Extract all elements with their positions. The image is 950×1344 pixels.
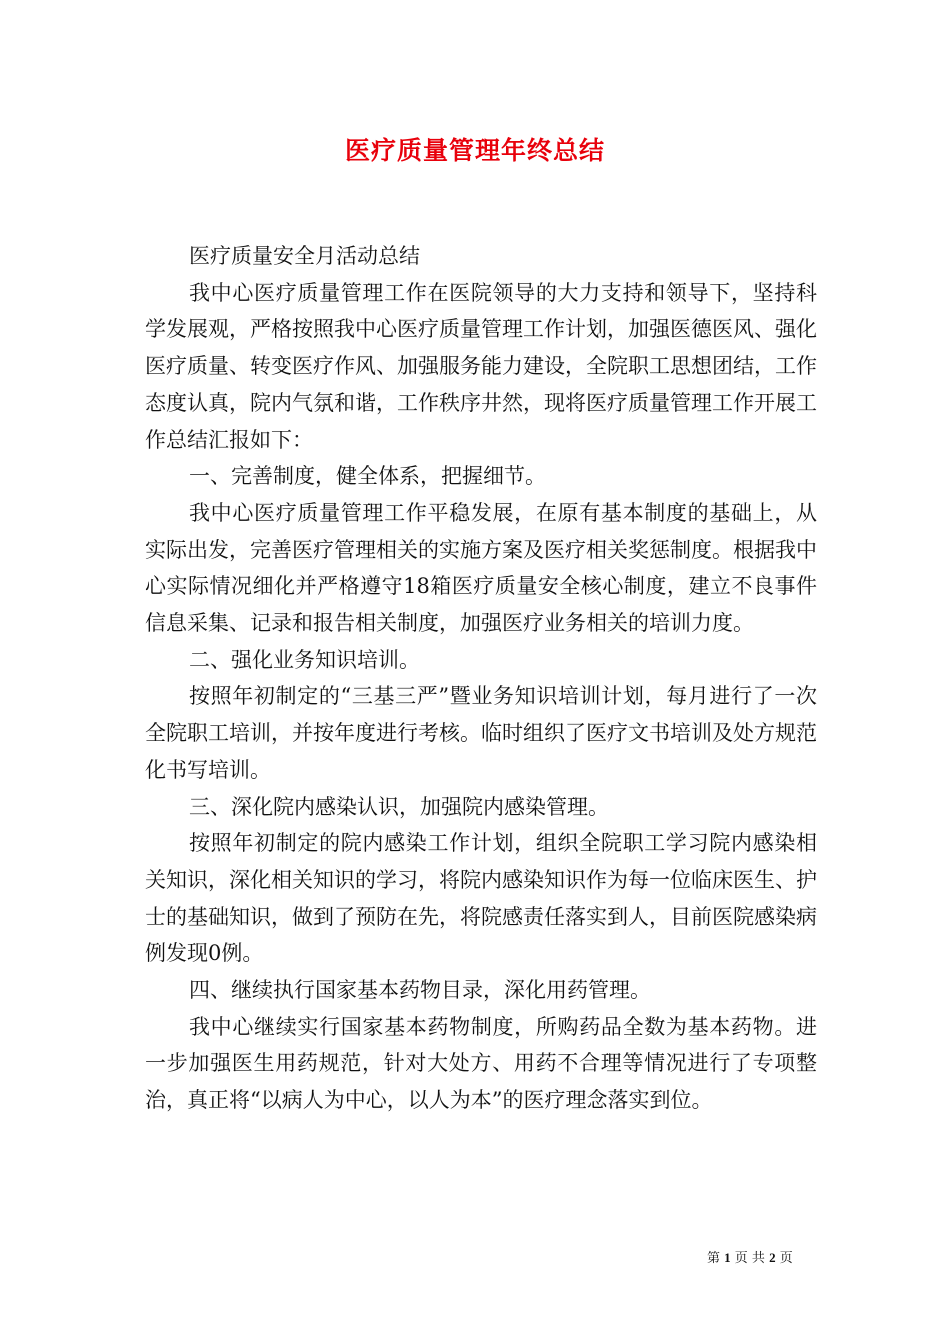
footer-middle: 页 共: [734, 1251, 765, 1266]
section-heading-4: 四、继续执行国家基本药物目录，深化用药管理。: [189, 978, 651, 1003]
page-number-footer: [707, 1247, 793, 1266]
footer-current-page: 1: [724, 1250, 731, 1265]
document-subtitle: 医疗质量安全月活动总结: [189, 244, 420, 268]
section-paragraph-1: 我中心医疗质量管理工作平稳发展，在原有基本制度的基础上，从实际出发，完善医疗管理相关的实施方案及医疗相关奖惩制度。根据我中心实际情况细化并严格遵守18箱医疗质量安全核心制度，建立不良事件信息采集、记录和报告相关制度，加强医疗业务相关的培训力度。: [145, 500, 817, 636]
footer-prefix: 第: [707, 1251, 721, 1266]
document-title: 医疗质量管理年终总结: [344, 136, 605, 165]
document-body: [145, 238, 817, 1119]
intro-paragraph: 我中心医疗质量管理工作在医院领导的大力支持和领导下，坚持科学发展观，严格按照我中心医疗质量管理工作计划，加强医德医风、强化医疗质量、转变医疗作风、加强服务能力建设，全院职工思想团结，工作态度认真，院内气氛和谐，工作秩序井然，现将医疗质量管理工作开展工作总结汇报如下：: [145, 280, 817, 452]
section-paragraph-2: 按照年初制定的“三基三严”暨业务知识培训计划，每月进行了一次全院职工培训，并按年度进行考核。临时组织了医疗文书培训及处方规范化书写培训。: [145, 684, 817, 782]
footer-suffix: 页: [779, 1251, 793, 1266]
section-heading-3: 三、深化院内感染认识，加强院内感染管理。: [189, 794, 609, 819]
section-paragraph-4: 我中心继续实行国家基本药物制度，所购药品全数为基本药物。进一步加强医生用药规范，针对大处方、用药不合理等情况进行了专项整治，真正将“以病人为中心，以人为本”的医疗理念落实到位。: [145, 1014, 817, 1113]
section-heading-2: 二、强化业务知识培训。: [189, 647, 420, 672]
section-paragraph-3: 按照年初制定的院内感染工作计划，组织全院职工学习院内感染相关知识，深化相关知识的学习，将院内感染知识作为每一位临床医生、护士的基础知识，做到了预防在先，将院感责任落实到人，目前医院感染病例发现0例。: [145, 831, 817, 966]
section-heading-1: 一、完善制度，健全体系，把握细节。: [189, 464, 546, 489]
footer-total-pages: 2: [769, 1250, 776, 1265]
